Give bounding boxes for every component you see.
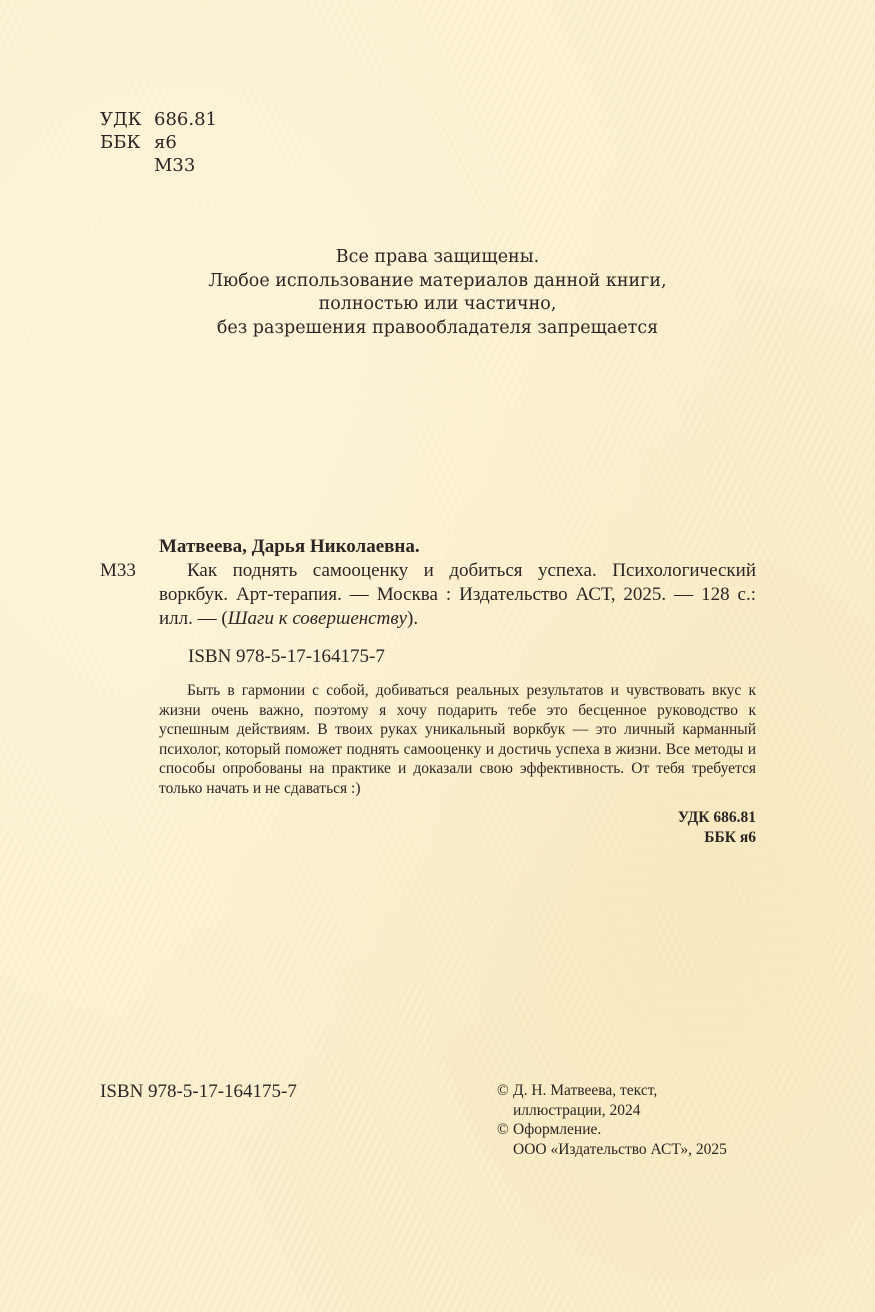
- entry-isbn: ISBN 978-5-17-164175-7: [188, 646, 385, 667]
- copyright-block: © Д. Н. Матвеева, текст, иллюстрации, 2024 © Оформление. ООО «Издательство АСТ», 2025: [497, 1082, 727, 1158]
- rights-line: Все права защищены.: [335, 247, 540, 267]
- udk-value: 686.81: [154, 109, 217, 130]
- entry-classification: [100, 808, 756, 847]
- rights-notice: [0, 246, 875, 340]
- series-title: Шаги к совершенству: [227, 608, 408, 629]
- footer-isbn: ISBN 978-5-17-164175-7: [100, 1081, 297, 1102]
- rights-line: без разрешения правообладателя запрещается: [216, 317, 659, 338]
- entry-code: М33: [100, 560, 136, 581]
- rights-line: Любое использование материалов данной книги,: [208, 270, 667, 291]
- bbk-value: я6: [154, 132, 177, 153]
- bbk-label: ББК: [100, 132, 141, 153]
- annotation: Быть в гармонии с собой, добиваться реальных результатов и чувствовать вкус к жизни очень важно, поэтому я хочу подарить тебе это бесценное руководство к успешным действиям. В твоих руках уникальный воркбук — это личный карманный психолог, который поможет поднять самооценку и достичь успеха в жизни. Все методы и способы опробованы на практике и доказали свою эффективность. От тебя требуется только начать и не сдаваться :): [159, 682, 756, 797]
- bibliographic-description: М33 Как поднять самооценку и добиться успеха. Психологический воркбук. Арт-терапия. — Москва : Издательство АСТ, 2025. — 128 с.: илл. — (Шаги к совершенству).: [100, 560, 756, 629]
- catalog-entry: [100, 535, 756, 847]
- copyright-icon: ©: [497, 1121, 509, 1138]
- rights-line: полностью или частично,: [318, 294, 557, 314]
- classification-block: [100, 108, 217, 177]
- udk-label: УДК: [100, 109, 142, 130]
- copyright-icon: ©: [497, 1082, 509, 1099]
- description-text: Как поднять самооценку и добиться успеха. Психологический воркбук. Арт-терапия. — Москва : Издательство АСТ, 2025. — 128 с.: илл. — (: [159, 560, 756, 629]
- author-name: Матвеева, Дарья Николаевна.: [159, 536, 420, 557]
- entry-bbk: ББК я6: [704, 828, 756, 846]
- author-mark: М33: [154, 155, 196, 176]
- entry-udk: УДК 686.81: [677, 809, 756, 826]
